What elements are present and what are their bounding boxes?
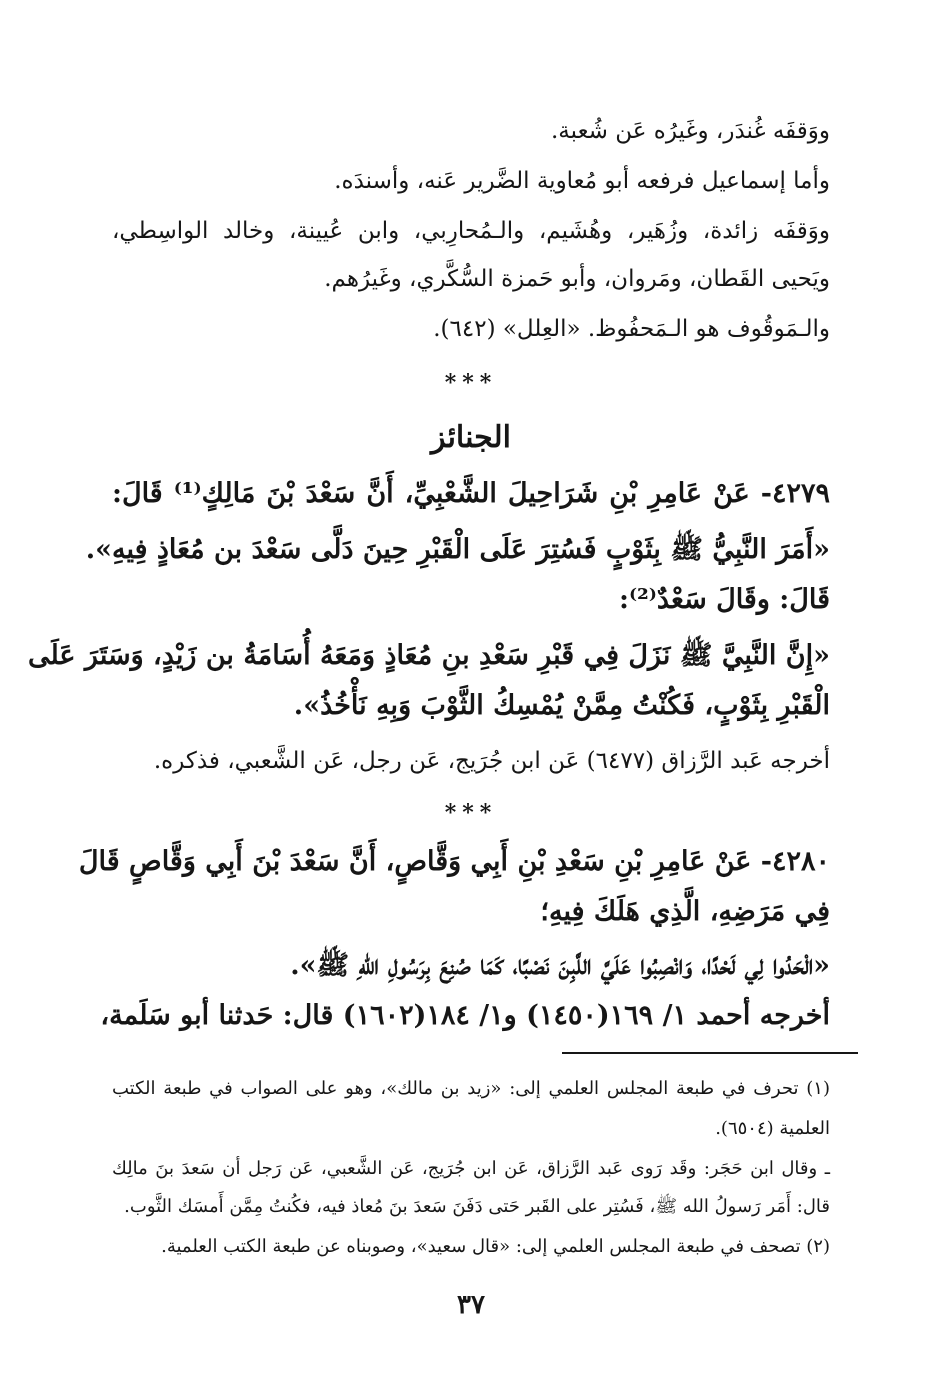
hadith-line: فِي مَرَضِهِ، الَّذِي هَلَكَ فِيهِ؛ xyxy=(540,896,830,927)
hadith-line: قَالَ: وقَالَ سَعْدٌ⁽²⁾: xyxy=(618,584,830,615)
text-line: ووَقفَه زائدة، وزُهَير، وهُشَيم، والـمُحارِبي، وابن عُيينة، وخالد الواسِطي، xyxy=(112,218,830,244)
hadith-line: «إِنَّ النَّبِيَّ ﷺ نَزَلَ فِي قَبْرِ سَعْدِ بنِ مُعَاذٍ وَمَعَهُ أُسَامَةُ بن زَيْدٍ، وَسَتَرَ عَلَى xyxy=(27,640,830,671)
footnote-line: (١) تحرف في طبعة المجلس العلمي إلى: «زيد بن مالك»، وهو على الصواب في طبعة الكتب xyxy=(112,1078,830,1099)
hadith-line: «أَمَرَ النَّبِيُّ ﷺ بِثَوْبٍ فَسُتِرَ عَلَى الْقَبْرِ حِينَ دَلَّى سَعْدَ بن مُعَاذٍ فِيهِ». xyxy=(85,534,830,565)
text-line: وأما إسماعيل فرفعه أبو مُعاوية الضَّرير عَنه، وأسندَه. xyxy=(334,168,830,194)
section-separator: *** xyxy=(444,370,498,396)
footnote-line: (٢) تصحف في طبعة المجلس العلمي إلى: «قال سعيد»، وصوبناه عن طبعة الكتب العلمية. xyxy=(161,1236,830,1257)
section-separator: *** xyxy=(444,800,498,826)
footnote-line: قال: أَمَر رَسولُ الله ﷺ، فَسُتِر على القَبر حَتى دَفَنَ سَعدَ بنَ مُعاذ فيه، فكُنتُ مِمَّن أَمسَك الثَّوب. xyxy=(124,1196,830,1217)
hadith-line: «الْحَدُوا لِي لَحْدًا، وَانْصِبُوا عَلَيَّ اللَّبِنَ نَصْبًا، كَمَا صُنِعَ بِرَسُولِ اللهِ ﷺ». xyxy=(290,950,830,981)
hadith-line: الْقَبْرِ بِثَوْبٍ، فَكُنْتُ مِمَّنْ يُمْسِكُ الثَّوْبَ وَبِهِ نَأْخُذُ». xyxy=(293,690,830,721)
text-line: ووَقفَه غُندَر، وغَيرُه عَن شُعبة. xyxy=(551,118,830,144)
footnote-line: العلمية (٦٥٠٤). xyxy=(715,1118,830,1139)
hadith-line: ٤٢٨٠- عَنْ عَامِرِ بْنِ سَعْدِ بْنِ أَبِي وَقَّاصٍ، أَنَّ سَعْدَ بْنَ أَبِي وَقَّاصٍ قَالَ xyxy=(78,846,830,877)
footnote-rule xyxy=(562,1052,858,1054)
takhrij-line: أخرجه عَبد الرَّزاق (٦٤٧٧) عَن ابن جُرَيج، عَن رجل، عَن الشَّعبي، فذكره. xyxy=(153,748,830,774)
text-line: ويَحيى القَطان، ومَروان، وأبو حَمزة السُّكَّري، وغَيرُهم. xyxy=(324,266,830,292)
takhrij-line: أخرجه أحمد ١/ ١٦٩(١٤٥٠) و١/ ١٨٤(١٦٠٢) قال: حَدثنا أبو سَلَمة، xyxy=(100,1000,830,1031)
footnote-line: ـ وقال ابن حَجَر: وقَد رَوى عَبد الرَّزاق، عَن ابن جُرَيج، عَن الشَّعبي، عَن رَجل أن سَعدَ بنَ مالِك xyxy=(112,1158,831,1179)
page-number: ٣٧ xyxy=(457,1290,485,1320)
text-line: والـمَوقُوف هو الـمَحفُوظ. «العِلل» (٦٤٢). xyxy=(433,316,830,342)
hadith-line: ٤٢٧٩- عَنْ عَامِرِ بْنِ شَرَاحِيلَ الشَّعْبِيِّ، أَنَّ سَعْدَ بْنَ مَالِكٍ⁽¹⁾ قَالَ: xyxy=(112,478,830,509)
section-heading: الجنائز xyxy=(431,420,511,455)
